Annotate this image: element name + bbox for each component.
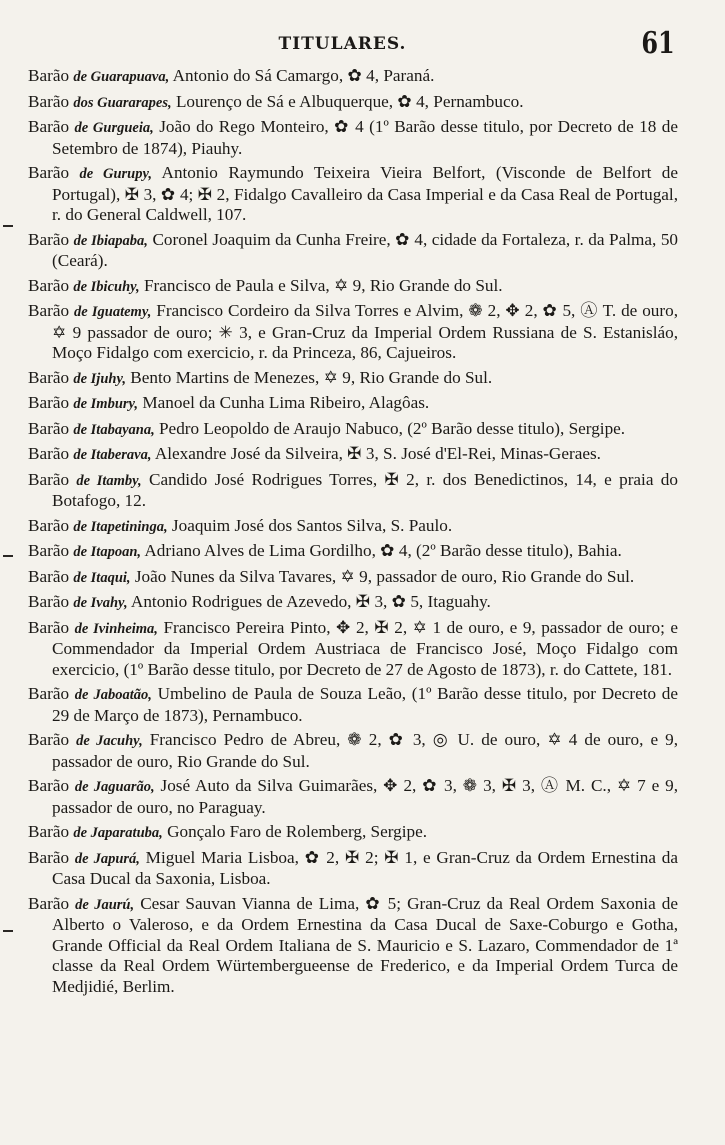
entry-name: de Itapetininga, xyxy=(73,518,168,535)
margin-mark xyxy=(3,555,13,557)
entry-text: João do Rego Monteiro, ✿ 4 (1º Barão desse titulo, por Decreto de 18 de Setembro de 1874), Piauhy. xyxy=(52,117,678,158)
entry-text: Francisco Pereira Pinto, ✥ 2, ✠ 2, ✡ 1 de ouro, e 9, passador de ouro; e Commendador da Imperial Ordem Austriaca de Francisco José, Moço Fidalgo com exercicio, (1º Barão desse titulo, por Decreto de 27 de Agosto de 1873), r. do Cattete, 181. xyxy=(52,617,678,679)
entry-name: de Itamby, xyxy=(76,472,142,489)
entry-name: de Itabayana, xyxy=(73,421,155,438)
title-entry xyxy=(28,848,678,890)
entry-name: de Jaguarão, xyxy=(74,779,155,795)
title-entry xyxy=(28,776,678,818)
entry-text: Francisco Pedro de Abreu, ❁ 2, ✿ 3, ◎ U. de ouro, ✡ 4 de ouro, e 9, passador de ouro, Rio Grande do Sul. xyxy=(52,730,679,771)
entry-text: Candido José Rodrigues Torres, ✠ 2, r. dos Benedictinos, 14, e praia do Botafogo, 12. xyxy=(52,469,678,510)
title-entry xyxy=(28,541,678,563)
entry-text: Umbelino de Paula de Souza Leão, (1º Barão desse titulo, por Decreto de 29 de Março de 1873), Pernambuco. xyxy=(52,684,679,725)
entry-title: Barão xyxy=(28,566,70,586)
title-entry xyxy=(28,567,678,589)
entry-name: de Ibiapaba, xyxy=(73,232,148,249)
entry-text: Miguel Maria Lisboa, ✿ 2, ✠ 2; ✠ 1, e Gran-Cruz da Ordem Ernestina da Casa Ducal da Saxonia, Lisboa. xyxy=(52,847,678,888)
title-entry xyxy=(28,470,678,512)
entry-text: Francisco de Paula e Silva, ✡ 9, Rio Grande do Sul. xyxy=(139,275,503,295)
title-entry xyxy=(28,444,678,466)
entry-name: de Jacuhy, xyxy=(76,733,143,749)
entry-title: Barão xyxy=(28,444,70,463)
entry-text: Joaquim José dos Santos Silva, S. Paulo. xyxy=(167,515,453,535)
entry-title: Barão xyxy=(28,418,70,438)
title-entry xyxy=(28,368,678,390)
entry-text: José Auto da Silva Guimarães, ✥ 2, ✿ 3, ❁ 3, ✠ 3, Ⓐ M. C., ✡ 7 e 9, passador de ouro, no Paraguay. xyxy=(52,776,678,817)
entry-name: de Itaqui, xyxy=(73,569,131,586)
entry-title: Barão xyxy=(28,367,70,387)
entry-name: de Imbury, xyxy=(73,396,139,412)
entry-title: Barão xyxy=(28,469,70,489)
entry-text: Francisco Cordeiro da Silva Torres e Alvim, ❁ 2, ✥ 2, ✿ 5, Ⓐ T. de ouro, ✡ 9 passador de ouro; ✳ 3, e Gran-Cruz da Imperial Ordem Russiana de S. Estanisláo, Moço Fidalgo com exercicio, r. da Princeza, 86, Cajueiros. xyxy=(52,301,678,362)
title-entry xyxy=(28,163,678,226)
margin-mark xyxy=(3,225,13,227)
entry-name: de Ivahy, xyxy=(73,595,128,611)
entry-text: Coronel Joaquim da Cunha Freire, ✿ 4, cidade da Fortaleza, r. da Palma, 50 (Ceará). xyxy=(52,229,679,270)
margin-mark xyxy=(3,930,13,932)
entry-title: Barão xyxy=(28,301,70,320)
title-entry xyxy=(28,618,678,681)
entry-text: João Nunes da Silva Tavares, ✡ 9, passador de ouro, Rio Grande do Sul. xyxy=(130,566,635,586)
title-entry xyxy=(28,822,678,844)
title-entry xyxy=(28,66,678,88)
entry-title: Barão xyxy=(28,684,70,703)
title-entry xyxy=(28,592,678,614)
running-title: TITULARES. xyxy=(278,34,407,54)
entry-title: Barão xyxy=(28,66,70,85)
entry-name: de Ijuhy, xyxy=(73,370,126,387)
title-entry xyxy=(28,393,678,415)
title-entry xyxy=(28,894,678,998)
entry-list xyxy=(28,66,678,1001)
entry-title: Barão xyxy=(28,730,70,749)
entry-title: Barão xyxy=(28,91,70,111)
entry-name: de Ivinheima, xyxy=(74,620,158,637)
entry-name: de Itapoan, xyxy=(73,544,142,560)
entry-name: de Jaurú, xyxy=(75,896,135,913)
entry-text: Bento Martins de Menezes, ✡ 9, Rio Grande do Sul. xyxy=(125,367,493,387)
title-entry xyxy=(28,301,678,364)
entry-title: Barão xyxy=(28,117,70,136)
title-entry xyxy=(28,684,678,726)
entry-text: Gonçalo Faro de Rolemberg, Sergipe. xyxy=(162,822,428,841)
entry-text: Antonio do Sá Camargo, ✿ 4, Paraná. xyxy=(169,66,435,85)
title-entry xyxy=(28,730,678,772)
page-header xyxy=(0,26,725,66)
entry-title: Barão xyxy=(28,592,70,611)
entry-title: Barão xyxy=(28,275,70,295)
entry-title: Barão xyxy=(28,393,70,412)
title-entry xyxy=(28,419,678,441)
entry-title: Barão xyxy=(28,617,70,637)
entry-name: de Jaboatão, xyxy=(74,687,152,703)
entry-name: de Gurupy, xyxy=(79,166,153,182)
entry-text: Pedro Leopoldo de Araujo Nabuco, (2º Barão desse titulo), Sergipe. xyxy=(154,418,626,438)
entry-title: Barão xyxy=(28,893,70,913)
entry-text: Antonio Rodrigues de Azevedo, ✠ 3, ✿ 5, Itaguahy. xyxy=(127,592,491,611)
entry-text: Adriano Alves de Lima Gordilho, ✿ 4, (2º Barão desse titulo), Bahia. xyxy=(141,541,622,560)
entry-title: Barão xyxy=(28,541,70,560)
entry-name: de Gurgueia, xyxy=(74,120,154,136)
entry-name: de Guarapuava, xyxy=(73,69,170,85)
entry-text: Manoel da Cunha Lima Ribeiro, Alagôas. xyxy=(138,393,430,412)
title-entry xyxy=(28,276,678,298)
entry-title: Barão xyxy=(28,847,70,867)
title-entry xyxy=(28,117,678,159)
entry-title: Barão xyxy=(28,229,70,249)
title-entry xyxy=(28,92,678,114)
entry-name: de Iguatemy, xyxy=(73,304,152,320)
title-entry xyxy=(28,516,678,538)
entry-name: de Japurá, xyxy=(74,850,140,867)
page-number: 61 xyxy=(641,26,675,61)
entry-title: Barão xyxy=(28,163,70,182)
entry-name: de Japaratuba, xyxy=(73,825,163,841)
entry-name: dos Guararapes, xyxy=(73,94,172,111)
title-entry xyxy=(28,230,678,272)
entry-title: Barão xyxy=(28,776,70,795)
entry-text: Cesar Sauvan Vianna de Lima, ✿ 5; Gran-Cruz da Real Ordem Saxonia de Alberto o Valeroso, e da Ordem Ernestina da Casa Ducal de Saxe-Coburgo e Gotha, Grande Official da Real Ordem Italiana de S. Mauricio e S. Lazaro, Commendador de 1ª classe da Real Ordem Würtembergueense de Frederico, e da Imperial Ordem Turca de Medjidié, Berlim. xyxy=(52,893,678,996)
entry-title: Barão xyxy=(28,515,70,535)
entry-text: Antonio Raymundo Teixeira Vieira Belfort, (Visconde de Belfort de Portugal), ✠ 3, ✿ 4; ✠ 2, Fidalgo Cavalleiro da Casa Imperial e da Casa Real de Portugal, r. do General Caldwell, 107. xyxy=(52,163,679,224)
entry-name: de Itaberava, xyxy=(73,447,152,463)
entry-text: Lourenço de Sá e Albuquerque, ✿ 4, Pernambuco. xyxy=(171,91,524,111)
entry-text: Alexandre José da Silveira, ✠ 3, S. José d'El-Rei, Minas-Geraes. xyxy=(151,444,601,463)
entry-title: Barão xyxy=(28,822,70,841)
entry-name: de Ibicuhy, xyxy=(73,278,140,295)
